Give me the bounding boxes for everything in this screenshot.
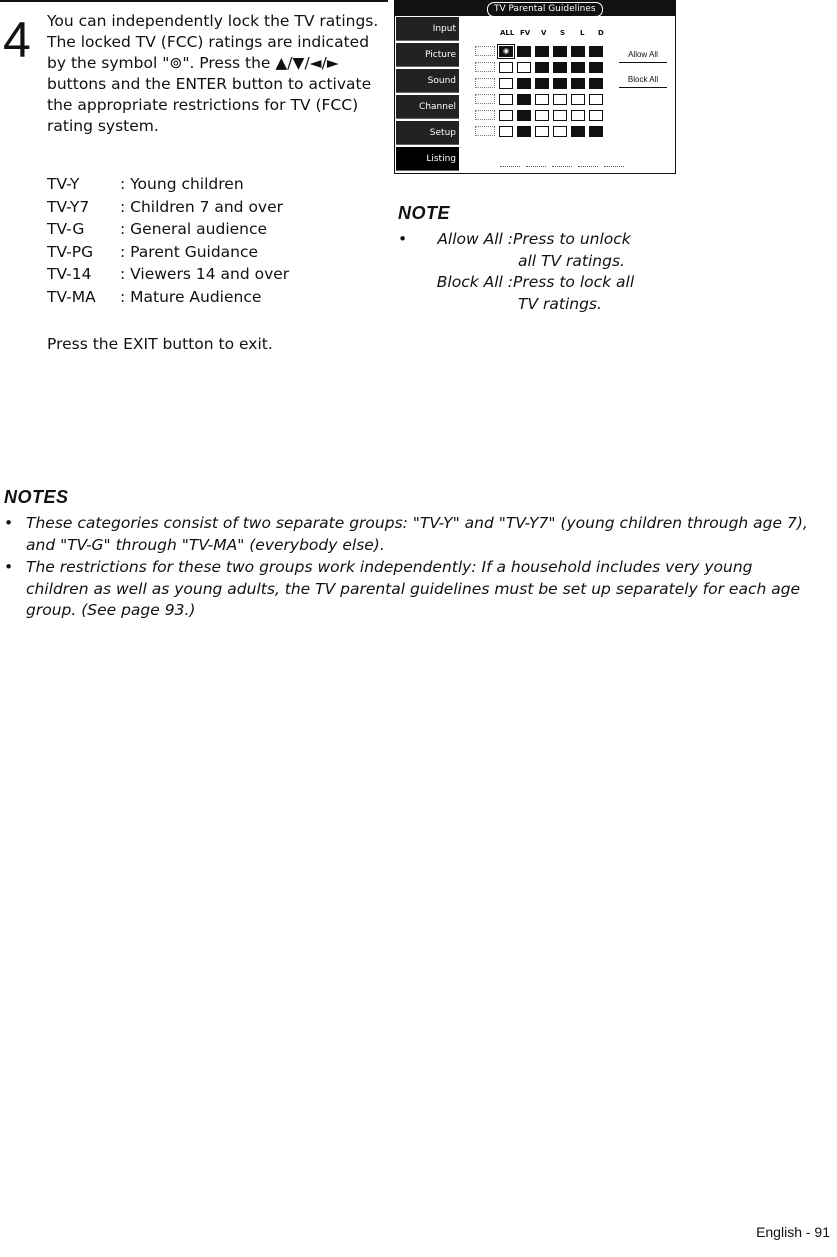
osd-cell[interactable] (553, 110, 567, 121)
osd-cell[interactable] (499, 78, 513, 89)
osd-row (475, 76, 607, 90)
note-desc: Press to unlock (513, 230, 631, 248)
notes-item (4, 513, 814, 556)
osd-cell[interactable] (589, 62, 603, 73)
osd-menu-sound: Sound (396, 69, 459, 93)
note-desc: all TV ratings. (518, 251, 625, 270)
osd-row-label (475, 94, 495, 104)
osd-cell[interactable] (571, 46, 585, 57)
osd-cell[interactable] (499, 94, 513, 105)
osd-column-s: S (560, 29, 566, 37)
osd-cell[interactable] (517, 46, 531, 57)
osd-cell[interactable] (499, 110, 513, 121)
osd-cell[interactable] (535, 78, 549, 89)
rating-code: TV-PG (47, 242, 94, 261)
osd-menu-channel: Channel (396, 95, 459, 119)
osd-cell[interactable] (571, 78, 585, 89)
rating-desc: : Children 7 and over (120, 197, 284, 216)
step-instructions (47, 11, 387, 137)
note-term: Block All : (436, 273, 513, 291)
osd-hint-icon (500, 157, 520, 167)
osd-cell[interactable] (553, 78, 567, 89)
osd-cell[interactable] (571, 110, 585, 121)
osd-screenshot (394, 0, 676, 174)
note-desc: TV ratings. (518, 294, 602, 313)
rating-code: TV-14 (47, 265, 92, 284)
notes-text: The restrictions for these two groups work independently: If a household includes very young children as well as young adults, the TV parental guidelines must be set up separately for each age group. (See page 93.) (26, 558, 801, 619)
osd-row (475, 60, 607, 74)
block-all-button[interactable]: Block All (619, 73, 667, 88)
osd-cell[interactable] (589, 110, 603, 121)
osd-cell[interactable] (535, 62, 549, 73)
rating-code: TV-Y7 (47, 197, 90, 216)
note-term: Allow All : (437, 230, 513, 248)
osd-cell[interactable] (589, 94, 603, 105)
rating-row (47, 173, 289, 196)
osd-cell[interactable] (517, 62, 531, 73)
notes-title: NOTES (4, 487, 69, 507)
osd-menu (396, 17, 459, 173)
osd-cell[interactable]: ◉ (499, 46, 513, 57)
rating-row (47, 196, 289, 219)
rating-code: TV-G (47, 220, 85, 239)
osd-footer-hints (500, 157, 672, 169)
osd-cell[interactable] (535, 46, 549, 57)
osd-hint-icon (552, 157, 572, 167)
osd-cell[interactable] (517, 110, 531, 121)
osd-column-all: ALL (500, 29, 515, 37)
rating-code: TV-Y (47, 175, 80, 193)
rating-row (47, 218, 289, 241)
note-line (398, 294, 634, 316)
osd-menu-picture: Picture (396, 43, 459, 67)
rating-desc: : General audience (120, 220, 268, 239)
osd-cell[interactable] (571, 94, 585, 105)
osd-cell[interactable] (535, 126, 549, 137)
osd-cell[interactable] (535, 110, 549, 121)
note-title: NOTE (398, 203, 451, 223)
note-line (398, 251, 634, 273)
osd-row-label (475, 126, 495, 136)
osd-cell[interactable] (553, 126, 567, 137)
osd-column-fv: FV (520, 29, 531, 37)
osd-cell[interactable] (517, 126, 531, 137)
osd-menu-setup: Setup (396, 121, 459, 145)
osd-cell[interactable] (517, 78, 531, 89)
osd-cell[interactable] (499, 126, 513, 137)
rating-desc: : Parent Guidance (120, 242, 259, 261)
osd-row-label (475, 62, 495, 72)
note-desc: Press to lock all (513, 273, 635, 291)
rating-desc: : Mature Audience (120, 287, 262, 306)
rating-code: TV-MA (47, 287, 96, 306)
top-rule (0, 0, 388, 2)
step-number: 4 (3, 12, 31, 68)
osd-cell[interactable] (517, 94, 531, 105)
osd-column-v: V (541, 29, 547, 37)
notes-item (4, 557, 814, 622)
osd-cell[interactable] (535, 94, 549, 105)
rating-desc: : Viewers 14 and over (120, 265, 290, 284)
osd-rating-grid (475, 44, 607, 140)
bullet: • (4, 558, 14, 576)
osd-row-label (475, 78, 495, 88)
exit-instruction: Press the EXIT button to exit. (47, 335, 273, 353)
osd-column-l: L (580, 29, 585, 37)
rating-row (47, 286, 289, 309)
osd-cell[interactable] (589, 126, 603, 137)
osd-row (475, 92, 607, 106)
osd-hint-icon (604, 157, 624, 167)
allow-all-button[interactable]: Allow All (619, 48, 667, 63)
osd-cell[interactable] (589, 78, 603, 89)
rating-desc: : Young children (120, 175, 244, 193)
osd-cell[interactable] (571, 62, 585, 73)
osd-cell[interactable] (571, 126, 585, 137)
osd-row (475, 44, 607, 58)
osd-menu-input: Input (396, 17, 459, 41)
note-line (398, 272, 634, 294)
ratings-list (47, 173, 289, 309)
osd-row (475, 124, 607, 138)
osd-title: TV Parental Guidelines (487, 2, 603, 17)
note-body (398, 229, 634, 315)
osd-row-label (475, 110, 495, 120)
step-text: You can independently lock the TV ratings. The locked TV (FCC) ratings are indicated by the symbol "⊚". Press the ▲/▼/◄/► buttons and the ENTER button to activate the appropriate restrictions for TV (FCC) rating system. (47, 12, 379, 135)
note-line (398, 229, 634, 251)
osd-row (475, 108, 607, 122)
osd-cell[interactable] (499, 62, 513, 73)
osd-hint-icon (526, 157, 546, 167)
osd-cell[interactable] (553, 94, 567, 105)
osd-column-d: D (598, 29, 604, 37)
bullet: • (398, 230, 408, 248)
bullet: • (4, 514, 14, 532)
osd-cell[interactable] (553, 46, 567, 57)
rating-row (47, 263, 289, 286)
notes-body (4, 513, 814, 623)
notes-text: These categories consist of two separate groups: "TV-Y" and "TV-Y7" (young children through age 7), and "TV-G" through "TV-MA" (everybody else). (26, 514, 808, 554)
rating-row (47, 241, 289, 264)
osd-row-label (475, 46, 495, 56)
osd-hint-icon (578, 157, 598, 167)
page-number: English - 91 (756, 1224, 830, 1240)
osd-menu-listing: Listing (396, 147, 459, 171)
osd-cell[interactable] (553, 62, 567, 73)
osd-cell[interactable] (589, 46, 603, 57)
